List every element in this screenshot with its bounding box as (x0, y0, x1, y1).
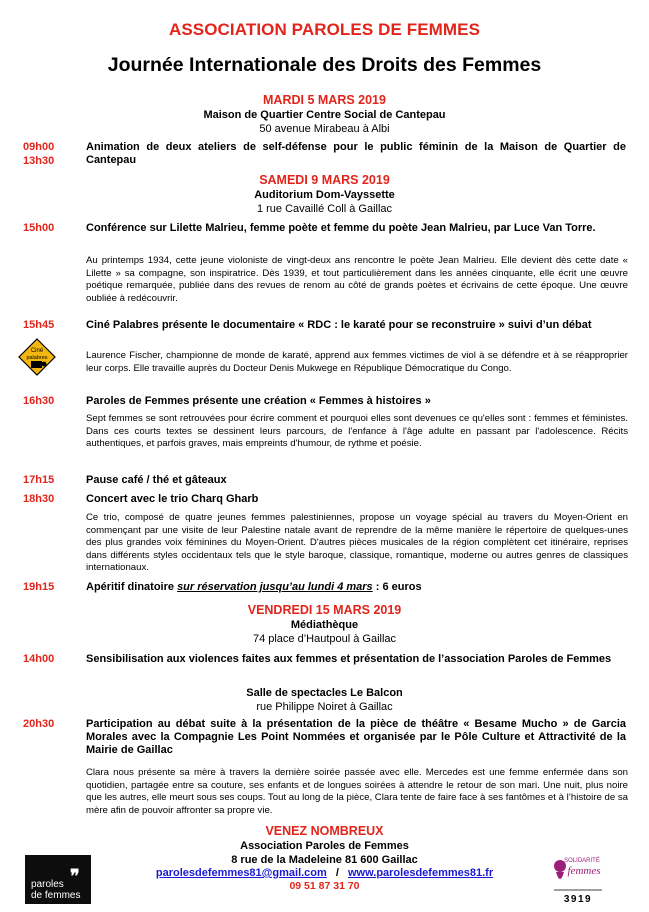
day3-venue2: Salle de spectacles Le Balcon (246, 687, 403, 699)
footer-website-link[interactable]: www.parolesdefemmes81.fr (348, 867, 494, 879)
logo-right-text1: SOLIDARITÉ (564, 858, 600, 864)
day2-ev2-title: Ciné Palabres présente le documentaire « RDC : le karaté pour se reconstruire » suivi d’un débat (86, 319, 592, 331)
association-name: ASSOCIATION PAROLES DE FEMMES (168, 20, 481, 39)
day1-header (0, 93, 649, 136)
day2-venue: Auditorium Dom-Vayssette (254, 189, 395, 201)
logo-right-text2: femmes (567, 865, 601, 877)
solidarite-femmes-logo (548, 852, 608, 904)
day3-venue2-block (0, 686, 649, 714)
day1-venue: Maison de Quartier Centre Social de Cantepau (203, 109, 446, 121)
footer-venez: VENEZ NOMBREUX (265, 824, 384, 838)
logo-left-line1: paroles (31, 879, 64, 890)
day3-ev2-desc: Clara nous présente sa mère à travers la dernière soirée passée avec elle. Mercedes est une femme enfermée dans son quotidien, partagée entre sa couture, ses enfants et de longues soirées à attendre le retour de son mari. Une nuit, plus noire que les autres, elle meurt sous ses coups. Tout au long de la pièce, Clara tente de faire face à ses fantômes et à l’histoire de sa mère afin de pouvoir affronter sa propre vie. (86, 767, 628, 816)
day2-ev5-desc: Ce trio, composé de quatre jeunes femmes palestiniennes, propose un voyage spécial au travers du Moyen-Orient en commençant par une visite de leur Palestine natale avant de reprendre de la même manière le répertoire de quelques-unes des plus grandes voix féminines du Moyen-Orient. D'autres pièces musicales de la région complètent cet itinéraire, reprises dans différents styles occidentaux tels que le style baroque, classique, romantique, moderne ou autres genres de classiques internationaux. (86, 512, 628, 574)
day2-ev6-time: 19h15 (23, 581, 55, 593)
logo-left-quote-icon: ❞ (70, 866, 80, 886)
day2-ev2-desc: Laurence Fischer, championne de monde de karaté, apprend aux femmes victimes de viol à se défendre et à se réapproprier leur corps. Elle travaille auprès du Docteur Denis Mukwege en République Démocratique du Congo. (86, 350, 628, 374)
day2-ev3-desc: Sept femmes se sont retrouvées pour écrire comment et pourquoi elles sont devenues ce qu'elles sont : femmes et féministes. Dans ces courts textes se dessinent leurs parcours, de l'enfance à l'âge adulte en passant par l'adolescence. Récits authentiques, et parfois graves, mais empreints d'humour, de rythme et poésie. (86, 413, 628, 450)
day2-header (0, 173, 649, 216)
day2-ev3-time: 16h30 (23, 395, 55, 407)
footer-separator: / (335, 867, 339, 879)
cine-icon-text2: palabres (26, 355, 48, 361)
day2-ev1-time: 15h00 (23, 222, 55, 234)
day3-ev2-title: Participation au débat suite à la présentation de la pièce de théâtre « Besame Mucho » de Garcia Morales avec la Compagnie Les Point Nommées et organisée par le Pôle Culture et Attractivité de la Mairie de Gaillac (86, 718, 626, 756)
day2-ev6-reservation: sur réservation jusqu’au lundi 4 mars (177, 581, 373, 593)
day2-ev2-time: 15h45 (23, 319, 55, 331)
day2-ev6-title-a: Apéritif dinatoire (86, 581, 178, 593)
day1-ev1-time1: 09h00 (23, 141, 55, 153)
day2-ev5-time: 18h30 (23, 493, 55, 505)
day3-header (0, 603, 649, 646)
paroles-de-femmes-logo (25, 855, 91, 904)
cine-palabres-logo-icon (18, 338, 56, 376)
logo-left-line2: de femmes (31, 890, 81, 901)
day3-address: 74 place d’Hautpoul à Gaillac (252, 633, 397, 645)
day1-date: MARDI 5 MARS 2019 (263, 93, 386, 107)
day3-venue: Médiathèque (290, 619, 359, 631)
cine-icon-text1: Ciné (30, 348, 44, 354)
day2-ev4-time: 17h15 (23, 474, 55, 486)
day2-ev1-title: Conférence sur Lilette Malrieu, femme poète et femme du poète Jean Malrieu, par Luce Van Torre. (86, 222, 596, 234)
day2-ev6-title (86, 581, 626, 594)
logo-right-number: 3919 (563, 894, 593, 904)
day2-date: SAMEDI 9 MARS 2019 (259, 173, 390, 187)
day3-address2: rue Philippe Noiret à Gaillac (256, 701, 393, 713)
day3-ev2-time: 20h30 (23, 718, 55, 730)
day2-ev5-title: Concert avec le trio Charq Gharb (86, 493, 259, 505)
page-title: Journée Internationale des Droits des Femmes (107, 54, 542, 76)
footer-phone: 09 51 87 31 70 (289, 880, 360, 892)
day2-ev3-title: Paroles de Femmes présente une création « Femmes à histoires » (86, 395, 431, 407)
footer-email-link[interactable]: parolesdefemmes81@gmail.com (155, 867, 327, 879)
footer-org: Association Paroles de Femmes (240, 840, 409, 852)
day1-address: 50 avenue Mirabeau à Albi (259, 123, 390, 135)
day1-ev1-title: Animation de deux ateliers de self-défense pour le public féminin de la Maison de Quartier de Cantepau (86, 141, 626, 166)
day2-ev6-title-c: : 6 euros (372, 581, 422, 593)
footer-address: 8 rue de la Madeleine 81 600 Gaillac (231, 854, 418, 866)
day2-address: 1 rue Cavaillé Coll à Gaillac (256, 203, 393, 215)
day3-date: VENDREDI 15 MARS 2019 (247, 603, 402, 617)
day2-ev4-title: Pause café / thé et gâteaux (86, 474, 227, 486)
day3-ev1-time: 14h00 (23, 653, 55, 665)
day1-ev1-time2: 13h30 (23, 155, 55, 167)
day3-ev1-title: Sensibilisation aux violences faites aux femmes et présentation de l’association Paroles de Femmes (86, 653, 612, 665)
day2-ev1-desc: Au printemps 1934, cette jeune violoniste de vingt-deux ans rencontre le poète Jean Malrieu. Elle devient dès cette date « Lilette » sa compagne, son inspiratrice. Dès 1939, et tout particulièrement dans les années cinquante, elle écrit une œuvre poétique remarquée, publiée dans des revues de renom au côté de grands poètes et écrivains de cette époque. Une œuvre oubliée à redécouvrir. (86, 255, 628, 304)
